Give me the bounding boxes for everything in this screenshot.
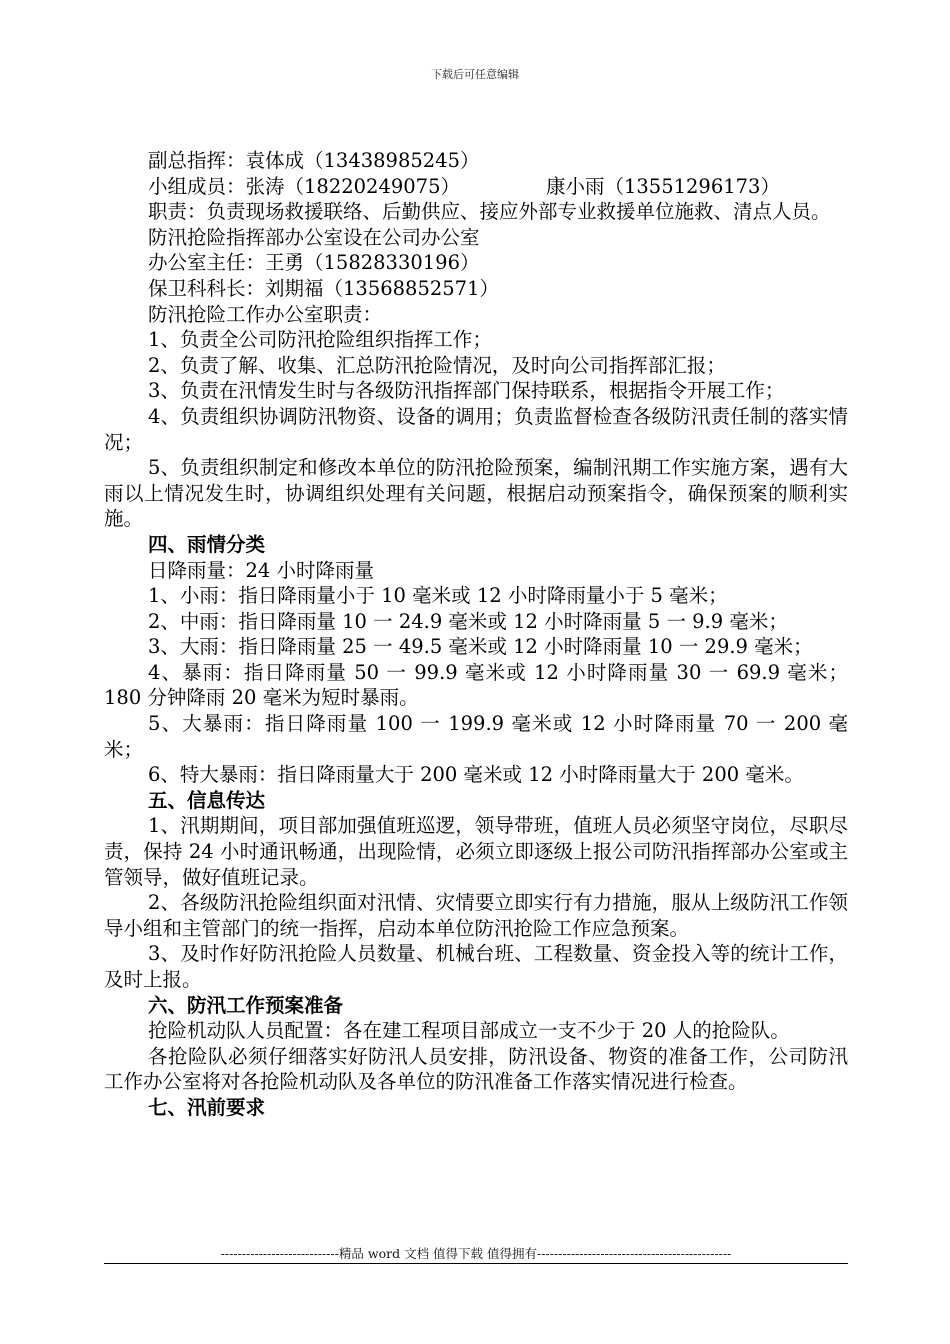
prep-item-2: 各抢险队必须仔细落实好防汛人员安排，防汛设备、物资的准备工作，公司防汛工作办公室将对各抢险机动队及各单位的防汛准备工作落实情况进行检查。 (104, 1044, 848, 1094)
deputy-commander: 副总指挥：袁体成（13438985245） (148, 149, 480, 172)
rain-level-3: 3、大雨：指日降雨量 25 一 49.5 毫米或 12 小时降雨量 10 一 29.9 毫米； (148, 635, 813, 659)
member-b: 康小雨（13551296173） (545, 174, 780, 198)
office-duties-title: 防汛抢险工作办公室职责： (148, 302, 383, 326)
info-item-2: 2、各级防汛抢险组织面对汛情、灾情要立即实行有力措施，服从上级防汛工作领导小组和主管部门的统一指挥，启动本单位防汛抢险工作应急预案。 (104, 891, 848, 940)
info-item-3: 3、及时作好防汛抢险人员数量、机械台班、工程数量、资金投入等的统计工作，及时上报。 (104, 942, 848, 991)
info-item-1: 1、汛期期间，项目部加强值班巡逻，领导带班，值班人员必须坚守岗位，尽职尽责，保持 24 小时通讯畅通，出现险情，必须立即逐级上报公司防汛指挥部办公室或主管领导，做好值班记录。 (104, 814, 848, 889)
footer-rule (104, 1263, 848, 1264)
rain-level-2: 2、中雨：指日降雨量 10 一 24.9 毫米或 12 小时降雨量 5 一 9.9 毫米； (148, 609, 788, 633)
duty-paragraph: 职责：负责现场救援联络、后勤供应、接应外部专业救援单位施救、清点人员。 (148, 200, 831, 224)
prep-item-1: 抢险机动队人员配置：各在建工程项目部成立一支不少于 20 人的抢险队。 (148, 1019, 790, 1043)
office-duty-4: 4、负责组织协调防汛物资、设备的调用；负责监督检查各级防汛责任制的落实情况； (104, 404, 848, 454)
office-duty-2: 2、负责了解、收集、汇总防汛抢险情况，及时向公司指挥部汇报； (148, 353, 726, 377)
section-heading-5: 五、信息传达 (148, 788, 266, 812)
section-heading-6: 六、防汛工作预案准备 (148, 993, 344, 1017)
rain-level-1: 1、小雨：指日降雨量小于 10 毫米或 12 小时降雨量小于 5 毫米； (148, 584, 728, 608)
office-duty-1: 1、负责全公司防汛抢险组织指挥工作； (148, 328, 492, 352)
section-heading-7: 七、汛前要求 (148, 1095, 266, 1119)
document-body (104, 148, 848, 1121)
member-a: 小组成员：张涛（18220249075） (148, 174, 460, 198)
rain-level-5: 5、大暴雨：指日降雨量 100 一 199.9 毫米或 12 小时降雨量 70 一 200 毫米； (104, 712, 848, 761)
office-duty-5: 5、负责组织制定和修改本单位的防汛抢险预案，编制汛期工作实施方案，遇有大雨以上情况发生时，协调组织处理有关问题，根据启动预案指令，确保预案的顺利实施。 (104, 456, 848, 531)
page-header: 下载后可任意编辑 (431, 68, 519, 81)
rain-level-4: 4、暴雨：指日降雨量 50 一 99.9 毫米或 12 小时降雨量 30 一 69.9 毫米；180 分钟降雨 20 毫米为短时暴雨。 (104, 660, 848, 710)
team-members (104, 174, 848, 200)
rain-definition: 日降雨量：24 小时降雨量 (148, 558, 375, 582)
rain-level-6: 6、特大暴雨：指日降雨量大于 200 毫米或 12 小时降雨量大于 200 毫米。 (148, 763, 804, 787)
page-footer: ----------------------------精品 word 文档 值得下载 值得拥有---------------------------------------------- (220, 1246, 732, 1261)
security-chief: 保卫科科长：刘期福（13568852571） (148, 276, 499, 300)
office-duty-3: 3、负责在汛情发生时与各级防汛指挥部门保持联系，根据指令开展工作； (148, 379, 785, 403)
office-director: 办公室主任：王勇（15828330196） (148, 251, 480, 275)
section-heading-4: 四、雨情分类 (148, 532, 266, 556)
office-location: 防汛抢险指挥部办公室设在公司办公室 (148, 225, 480, 249)
